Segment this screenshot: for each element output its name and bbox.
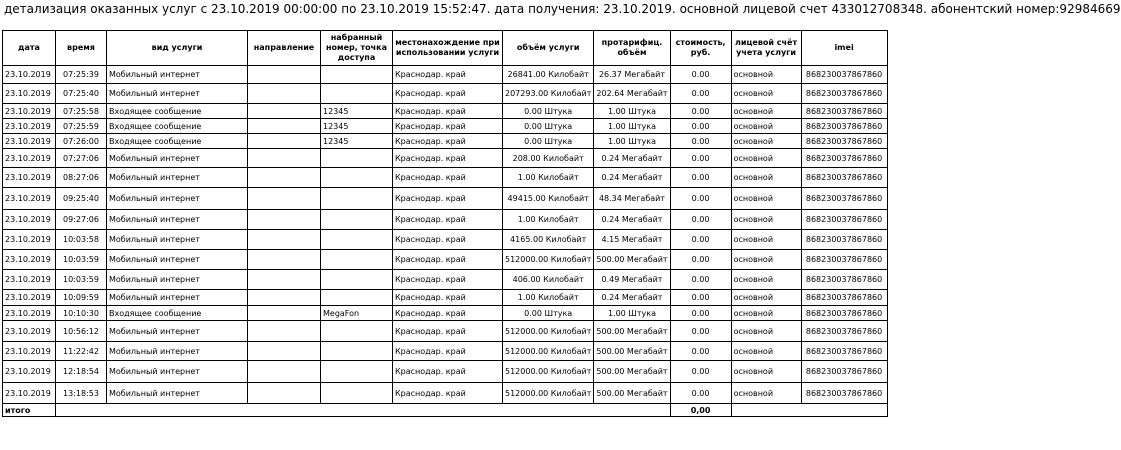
cell-imei: 868230037867860 xyxy=(801,210,887,230)
cell-direction xyxy=(248,134,321,149)
cell-account: основной xyxy=(731,210,801,230)
cell-cost: 0.00 xyxy=(670,383,731,404)
cell-location: Краснодар. край xyxy=(393,250,503,270)
cell-tariffed-volume: 0.49 Мегабайт xyxy=(594,270,670,290)
cell-volume: 207293.00 Килобайт xyxy=(503,84,594,104)
cell-cost: 0.00 xyxy=(670,270,731,290)
table-row xyxy=(3,270,888,290)
cell-volume: 406.00 Килобайт xyxy=(503,270,594,290)
cell-cost: 0.00 xyxy=(670,149,731,168)
table-row xyxy=(3,342,888,361)
cell-account: основной xyxy=(731,84,801,104)
cell-tariffed-volume: 0.24 Мегабайт xyxy=(594,210,670,230)
cell-tariffed-volume: 0.24 Мегабайт xyxy=(594,290,670,306)
cell-imei: 868230037867860 xyxy=(801,168,887,188)
cell-dialed-number: 12345 xyxy=(321,119,393,134)
cell-cost: 0.00 xyxy=(670,210,731,230)
table-row xyxy=(3,104,888,119)
cell-account: основной xyxy=(731,149,801,168)
col-header-location: местонахождение при использовании услуги xyxy=(393,31,503,66)
cell-volume: 1.00 Килобайт xyxy=(503,210,594,230)
table-header-row xyxy=(3,31,888,66)
cell-direction xyxy=(248,149,321,168)
cell-service-type: Входящее сообщение xyxy=(107,104,248,119)
cell-date: 23.10.2019 xyxy=(3,149,56,168)
cell-location: Краснодар. край xyxy=(393,361,503,383)
cell-cost: 0.00 xyxy=(670,321,731,342)
cell-cost: 0.00 xyxy=(670,188,731,210)
table-row xyxy=(3,361,888,383)
cell-date: 23.10.2019 xyxy=(3,306,56,321)
cell-service-type: Мобильный интернет xyxy=(107,270,248,290)
cell-date: 23.10.2019 xyxy=(3,290,56,306)
cell-dialed-number xyxy=(321,188,393,210)
cell-location: Краснодар. край xyxy=(393,383,503,404)
cell-dialed-number xyxy=(321,321,393,342)
col-header-service-type: вид услуги xyxy=(107,31,248,66)
cell-account: основной xyxy=(731,383,801,404)
cell-location: Краснодар. край xyxy=(393,84,503,104)
cell-service-type: Мобильный интернет xyxy=(107,84,248,104)
table-body xyxy=(3,66,888,404)
cell-direction xyxy=(248,119,321,134)
cell-imei: 868230037867860 xyxy=(801,250,887,270)
cell-volume: 0.00 Штука xyxy=(503,134,594,149)
cell-account: основной xyxy=(731,168,801,188)
cell-dialed-number xyxy=(321,66,393,84)
cell-tariffed-volume: 1.00 Штука xyxy=(594,134,670,149)
cell-time: 07:25:40 xyxy=(56,84,107,104)
cell-location: Краснодар. край xyxy=(393,230,503,250)
cell-account: основной xyxy=(731,66,801,84)
cell-time: 07:25:58 xyxy=(56,104,107,119)
cell-tariffed-volume: 26.37 Мегабайт xyxy=(594,66,670,84)
cell-direction xyxy=(248,104,321,119)
cell-time: 10:03:58 xyxy=(56,230,107,250)
cell-service-type: Мобильный интернет xyxy=(107,342,248,361)
cell-imei: 868230037867860 xyxy=(801,321,887,342)
cell-tariffed-volume: 1.00 Штука xyxy=(594,306,670,321)
cell-account: основной xyxy=(731,104,801,119)
cell-imei: 868230037867860 xyxy=(801,230,887,250)
cell-time: 10:56:12 xyxy=(56,321,107,342)
cell-direction xyxy=(248,230,321,250)
cell-account: основной xyxy=(731,270,801,290)
cell-account: основной xyxy=(731,306,801,321)
cell-dialed-number xyxy=(321,383,393,404)
cell-direction xyxy=(248,66,321,84)
cell-service-type: Мобильный интернет xyxy=(107,321,248,342)
cell-location: Краснодар. край xyxy=(393,210,503,230)
cell-direction xyxy=(248,168,321,188)
cell-date: 23.10.2019 xyxy=(3,84,56,104)
cell-dialed-number xyxy=(321,210,393,230)
cell-location: Краснодар. край xyxy=(393,119,503,134)
cell-dialed-number xyxy=(321,290,393,306)
cell-time: 10:09:59 xyxy=(56,290,107,306)
cell-direction xyxy=(248,383,321,404)
report-header: детализация оказанных услуг с 23.10.2019 00:00:00 по 23.10.2019 15:52:47. дата получения: 23.10.2019. основной лицевой счет 433012708348. абонентский номер:92984669 xyxy=(4,2,1121,16)
cell-time: 13:18:53 xyxy=(56,383,107,404)
cell-imei: 868230037867860 xyxy=(801,84,887,104)
cell-cost: 0.00 xyxy=(670,134,731,149)
cell-service-type: Мобильный интернет xyxy=(107,66,248,84)
cell-tariffed-volume: 500.00 Мегабайт xyxy=(594,321,670,342)
cell-tariffed-volume: 500.00 Мегабайт xyxy=(594,250,670,270)
cell-dialed-number: MegaFon xyxy=(321,306,393,321)
cell-location: Краснодар. край xyxy=(393,270,503,290)
cell-direction xyxy=(248,84,321,104)
col-header-account: лицевой счёт учета услуги xyxy=(731,31,801,66)
cell-imei: 868230037867860 xyxy=(801,290,887,306)
cell-cost: 0.00 xyxy=(670,84,731,104)
cell-account: основной xyxy=(731,250,801,270)
cell-time: 12:18:54 xyxy=(56,361,107,383)
cell-cost: 0.00 xyxy=(670,66,731,84)
cell-location: Краснодар. край xyxy=(393,290,503,306)
cell-volume: 0.00 Штука xyxy=(503,306,594,321)
cell-account: основной xyxy=(731,188,801,210)
cell-dialed-number xyxy=(321,342,393,361)
cell-imei: 868230037867860 xyxy=(801,306,887,321)
table-row xyxy=(3,210,888,230)
cell-time: 10:03:59 xyxy=(56,250,107,270)
cell-date: 23.10.2019 xyxy=(3,188,56,210)
cell-cost: 0.00 xyxy=(670,119,731,134)
cell-volume: 0.00 Штука xyxy=(503,119,594,134)
cell-account: основной xyxy=(731,230,801,250)
table-row xyxy=(3,290,888,306)
cell-location: Краснодар. край xyxy=(393,66,503,84)
cell-dialed-number xyxy=(321,361,393,383)
cell-service-type: Мобильный интернет xyxy=(107,149,248,168)
cell-location: Краснодар. край xyxy=(393,342,503,361)
cell-imei: 868230037867860 xyxy=(801,342,887,361)
cell-volume: 1.00 Килобайт xyxy=(503,290,594,306)
cell-time: 09:25:40 xyxy=(56,188,107,210)
cell-tariffed-volume: 500.00 Мегабайт xyxy=(594,361,670,383)
cell-imei: 868230037867860 xyxy=(801,270,887,290)
cell-service-type: Входящее сообщение xyxy=(107,134,248,149)
cell-volume: 512000.00 Килобайт xyxy=(503,342,594,361)
cell-tariffed-volume: 202.64 Мегабайт xyxy=(594,84,670,104)
table-row xyxy=(3,230,888,250)
cell-direction xyxy=(248,342,321,361)
cell-time: 07:26:00 xyxy=(56,134,107,149)
table-row xyxy=(3,306,888,321)
cell-account: основной xyxy=(731,361,801,383)
cell-imei: 868230037867860 xyxy=(801,149,887,168)
cell-volume: 0.00 Штука xyxy=(503,104,594,119)
cell-volume: 1.00 Килобайт xyxy=(503,168,594,188)
cell-date: 23.10.2019 xyxy=(3,119,56,134)
table-row xyxy=(3,168,888,188)
table-row xyxy=(3,383,888,404)
cell-dialed-number xyxy=(321,84,393,104)
cell-location: Краснодар. край xyxy=(393,149,503,168)
col-header-cost: стоимость, руб. xyxy=(670,31,731,66)
cell-imei: 868230037867860 xyxy=(801,119,887,134)
cell-service-type: Мобильный интернет xyxy=(107,230,248,250)
cell-date: 23.10.2019 xyxy=(3,383,56,404)
cell-date: 23.10.2019 xyxy=(3,270,56,290)
cell-direction xyxy=(248,188,321,210)
table-row xyxy=(3,66,888,84)
cell-imei: 868230037867860 xyxy=(801,66,887,84)
cell-location: Краснодар. край xyxy=(393,188,503,210)
cell-service-type: Мобильный интернет xyxy=(107,168,248,188)
cell-cost: 0.00 xyxy=(670,250,731,270)
cell-dialed-number xyxy=(321,168,393,188)
cell-cost: 0.00 xyxy=(670,168,731,188)
cell-date: 23.10.2019 xyxy=(3,361,56,383)
cell-cost: 0.00 xyxy=(670,361,731,383)
cell-tariffed-volume: 500.00 Мегабайт xyxy=(594,383,670,404)
cell-date: 23.10.2019 xyxy=(3,104,56,119)
table-row xyxy=(3,188,888,210)
table-row xyxy=(3,250,888,270)
cell-account: основной xyxy=(731,119,801,134)
cell-volume: 4165.00 Килобайт xyxy=(503,230,594,250)
cell-tariffed-volume: 500.00 Мегабайт xyxy=(594,342,670,361)
table-row xyxy=(3,321,888,342)
cell-cost: 0.00 xyxy=(670,104,731,119)
cell-direction xyxy=(248,290,321,306)
cell-time: 07:25:39 xyxy=(56,66,107,84)
cell-cost: 0.00 xyxy=(670,306,731,321)
cell-time: 10:03:59 xyxy=(56,270,107,290)
cell-volume: 512000.00 Килобайт xyxy=(503,321,594,342)
cell-service-type: Мобильный интернет xyxy=(107,210,248,230)
cell-direction xyxy=(248,250,321,270)
cell-tariffed-volume: 0.24 Мегабайт xyxy=(594,168,670,188)
cell-date: 23.10.2019 xyxy=(3,168,56,188)
total-row xyxy=(3,404,888,417)
cell-direction xyxy=(248,210,321,230)
cell-volume: 512000.00 Килобайт xyxy=(503,250,594,270)
cell-tariffed-volume: 0.24 Мегабайт xyxy=(594,149,670,168)
cell-time: 07:27:06 xyxy=(56,149,107,168)
cell-volume: 26841.00 Килобайт xyxy=(503,66,594,84)
cell-service-type: Мобильный интернет xyxy=(107,250,248,270)
col-header-volume: объём услуги xyxy=(503,31,594,66)
cell-imei: 868230037867860 xyxy=(801,361,887,383)
cell-service-type: Входящее сообщение xyxy=(107,306,248,321)
cell-cost: 0.00 xyxy=(670,342,731,361)
cell-dialed-number xyxy=(321,270,393,290)
cell-date: 23.10.2019 xyxy=(3,250,56,270)
cell-time: 07:25:59 xyxy=(56,119,107,134)
cell-imei: 868230037867860 xyxy=(801,134,887,149)
cell-location: Краснодар. край xyxy=(393,168,503,188)
cell-direction xyxy=(248,270,321,290)
cell-dialed-number xyxy=(321,149,393,168)
cell-volume: 512000.00 Килобайт xyxy=(503,361,594,383)
cell-location: Краснодар. край xyxy=(393,134,503,149)
total-label: итого xyxy=(3,404,56,417)
cell-imei: 868230037867860 xyxy=(801,188,887,210)
cell-service-type: Мобильный интернет xyxy=(107,361,248,383)
cell-dialed-number: 12345 xyxy=(321,134,393,149)
cell-date: 23.10.2019 xyxy=(3,66,56,84)
cell-volume: 49415.00 Килобайт xyxy=(503,188,594,210)
total-cost: 0,00 xyxy=(670,404,731,417)
cell-location: Краснодар. край xyxy=(393,306,503,321)
cell-time: 11:22:42 xyxy=(56,342,107,361)
table-row xyxy=(3,119,888,134)
cell-location: Краснодар. край xyxy=(393,321,503,342)
cell-time: 10:10:30 xyxy=(56,306,107,321)
cell-date: 23.10.2019 xyxy=(3,342,56,361)
cell-service-type: Мобильный интернет xyxy=(107,290,248,306)
cell-time: 08:27:06 xyxy=(56,168,107,188)
table-row xyxy=(3,134,888,149)
cell-service-type: Входящее сообщение xyxy=(107,119,248,134)
cell-volume: 208.00 Килобайт xyxy=(503,149,594,168)
cell-cost: 0.00 xyxy=(670,230,731,250)
total-spacer-right xyxy=(731,404,887,417)
cell-direction xyxy=(248,306,321,321)
table-row xyxy=(3,84,888,104)
cell-imei: 868230037867860 xyxy=(801,383,887,404)
cell-tariffed-volume: 4.15 Мегабайт xyxy=(594,230,670,250)
cell-time: 09:27:06 xyxy=(56,210,107,230)
cell-direction xyxy=(248,361,321,383)
cell-cost: 0.00 xyxy=(670,290,731,306)
col-header-date: дата xyxy=(3,31,56,66)
cell-imei: 868230037867860 xyxy=(801,104,887,119)
cell-service-type: Мобильный интернет xyxy=(107,383,248,404)
cell-account: основной xyxy=(731,342,801,361)
cell-date: 23.10.2019 xyxy=(3,210,56,230)
col-header-time: время xyxy=(56,31,107,66)
cell-account: основной xyxy=(731,134,801,149)
cell-date: 23.10.2019 xyxy=(3,321,56,342)
table-row xyxy=(3,149,888,168)
total-spacer xyxy=(56,404,671,417)
col-header-dialed-number: набранный номер, точка доступа xyxy=(321,31,393,66)
col-header-direction: направление xyxy=(248,31,321,66)
cell-direction xyxy=(248,321,321,342)
cell-tariffed-volume: 1.00 Штука xyxy=(594,104,670,119)
cell-account: основной xyxy=(731,321,801,342)
cell-service-type: Мобильный интернет xyxy=(107,188,248,210)
cell-date: 23.10.2019 xyxy=(3,230,56,250)
cell-volume: 512000.00 Килобайт xyxy=(503,383,594,404)
cell-tariffed-volume: 1.00 Штука xyxy=(594,119,670,134)
cell-dialed-number xyxy=(321,250,393,270)
cell-account: основной xyxy=(731,290,801,306)
cell-tariffed-volume: 48.34 Мегабайт xyxy=(594,188,670,210)
col-header-imei: imei xyxy=(801,31,887,66)
cell-date: 23.10.2019 xyxy=(3,134,56,149)
services-detail-table xyxy=(2,30,888,417)
cell-dialed-number: 12345 xyxy=(321,104,393,119)
cell-location: Краснодар. край xyxy=(393,104,503,119)
cell-dialed-number xyxy=(321,230,393,250)
col-header-tariffed-volume: протарифиц. объём xyxy=(594,31,670,66)
